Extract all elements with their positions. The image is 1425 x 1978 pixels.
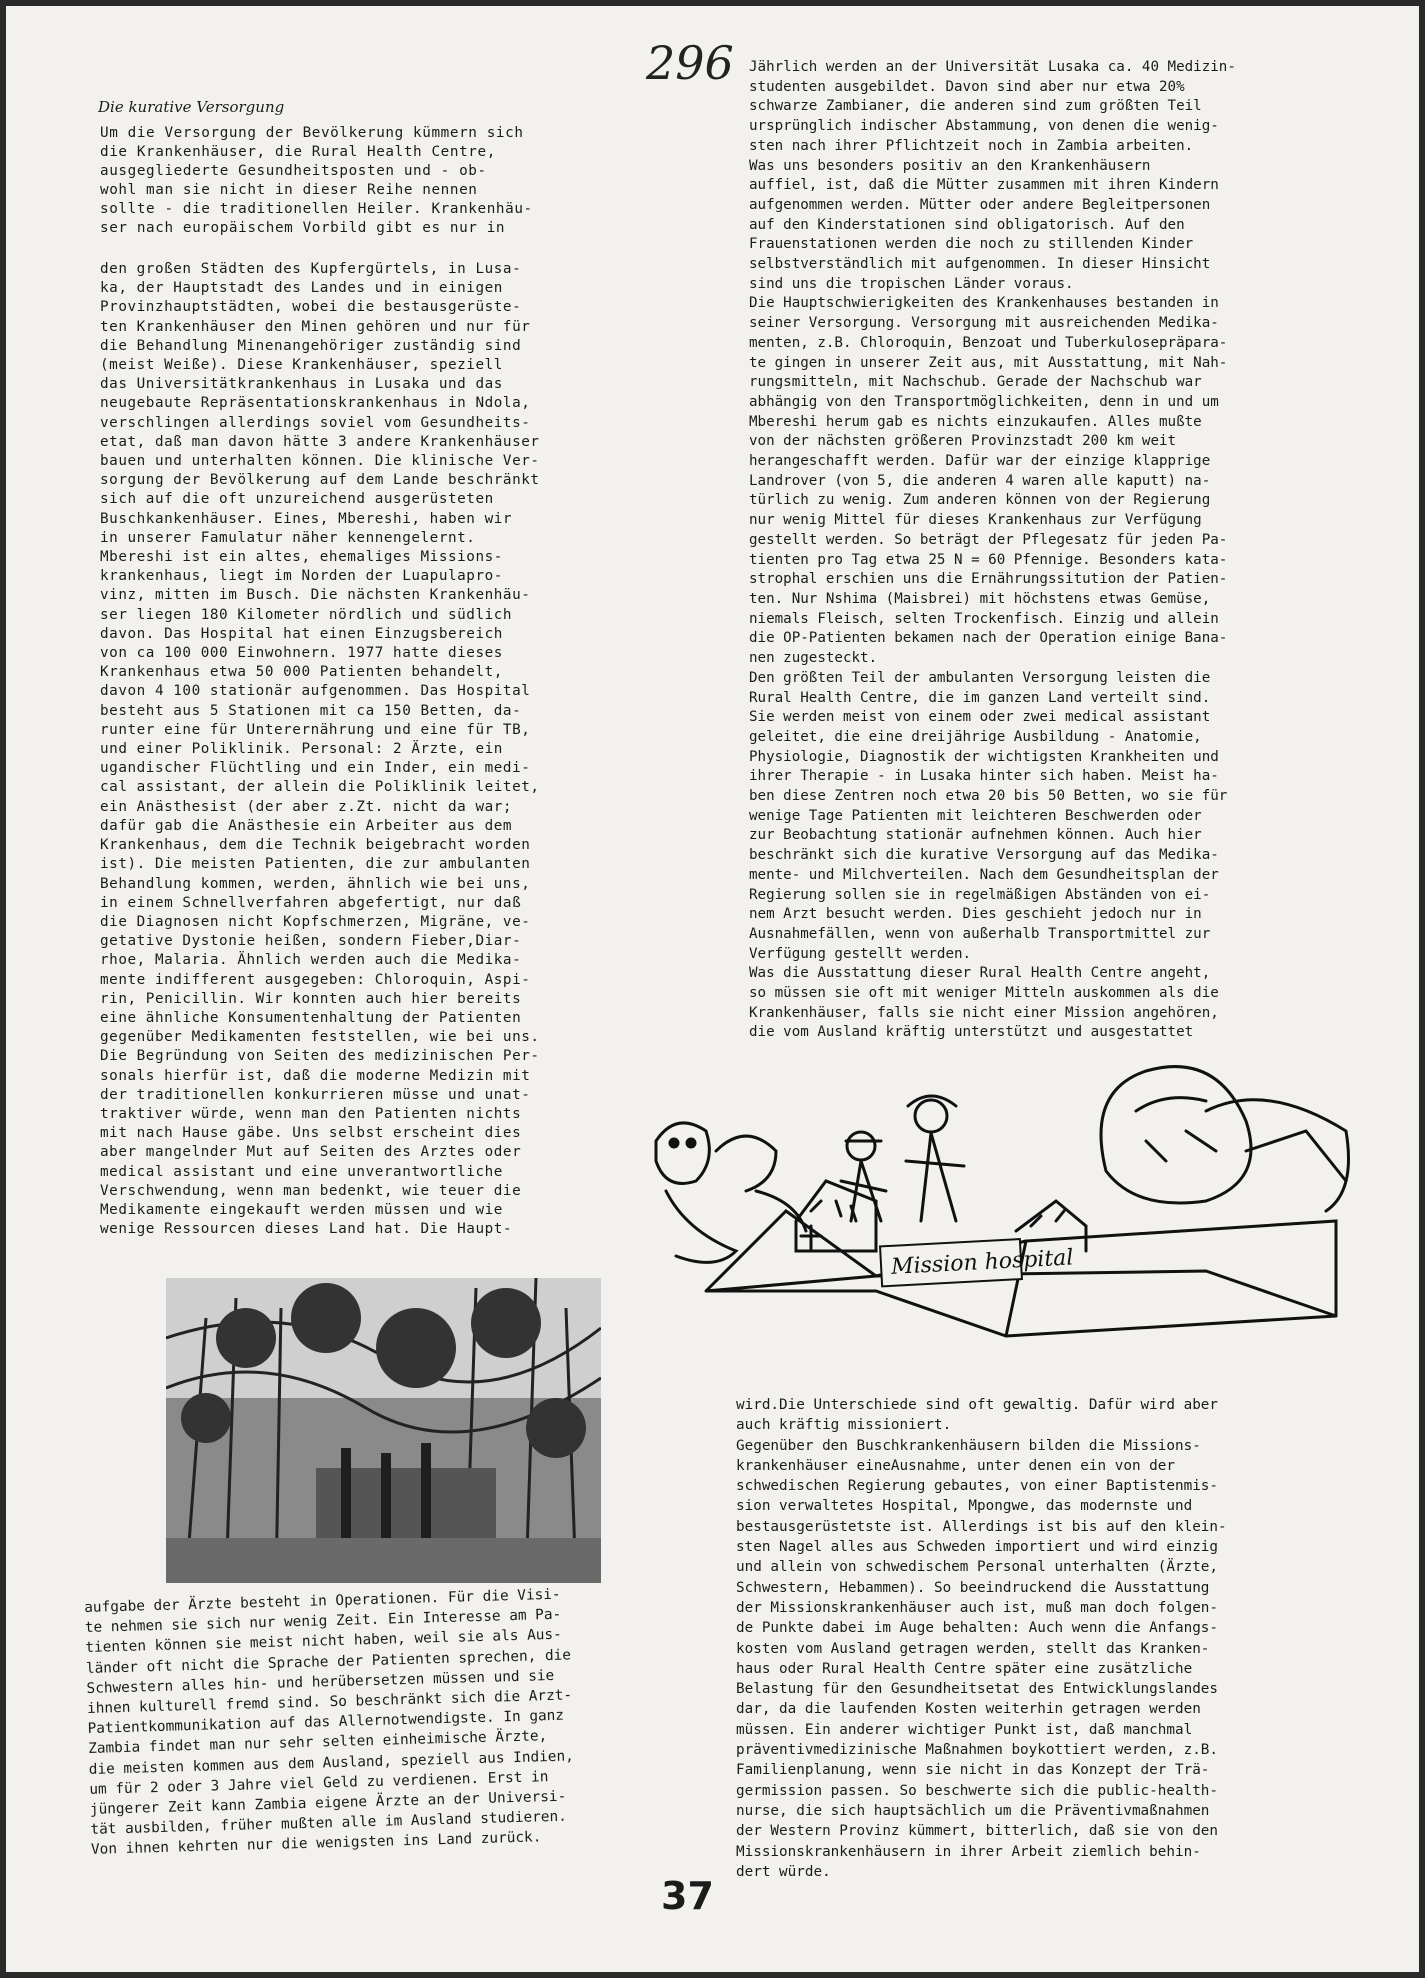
mission-hospital-sign: Mission hospital: [890, 1245, 1074, 1280]
handwritten-page-number: 296: [646, 36, 734, 90]
right-column-paragraph-1: Jährlich werden an der Universität Lusaka ca. 40 Medizin- studenten ausgebildet. Davon sind aber nur etwa 20% schwarze Zambianer, die anderen sind zum größten Teil ursprünglich indischer Abstammung, von denen die wenig- sten nach ihrer Pflichtzeit noch in Zambia arbeiten. Was uns besonders positiv an den Krankenhäusern auffiel, ist, daß die Mütter zusammen mit ihren Kindern aufgenommen werden. Mütter oder andere Begleitpersonen auf den Kinderstationen sind obligatorisch. Auf den Frauenstationen werden die noch zu stillenden Kinder selbstverständlich mit aufgenommen. In dieser Hinsicht sind uns die tropischen Länder voraus. Die Hauptschwierigkeiten des Krankenhauses bestanden in seiner Versorgung. Versorgung mit ausreichenden Medika- menten, z.B. Chloroquin, Benzoat und Tuberkulosepräpara- te gingen in unserer Zeit aus, mit Ausstattung, mit Nah- rungsmitteln, mit Nachschub. Gerade der Nachschub war abhängig von den Transportmöglichkeiten, denn in und um Mbereshi herum gab es nichts einzukaufen. Alles mußte von der nächsten größeren Provinzstadt 200 km weit herangeschafft werden. Dafür war der einzige klapprige Landrover (von 5, die anderen 4 waren alle kaputt) na- türlich zu wenig. Zum anderen können von der Regierung nur wenig Mittel für dieses Krankenhaus zur Verfügung gestellt werden. So beträgt der Pflegesatz für jeden Pa- tienten pro Tag etwa 25 N = 60 Pfennige. Besonders kata- strophal erschien uns die Ernährungssitution der Patien- ten. Nur Nshima (Maisbrei) mit höchstens etwas Gemüse, niemals Fleisch, selten Trockenfisch. Einzig und allein die OP-Patienten bekamen nach der Operation einige Bana- nen zugesteckt. Den größten Teil der ambulanten Versorgung leisten die Rural Health Centre, die im ganzen Land verteilt sind. Sie werden meist von einem oder zwei medical assistant geleitet, die eine dreijährige Ausbildung - Anatomie, Physiologie, Diagnostik der wichtigsten Krankheiten und ihrer Therapie - in Lusaka hinter sich haben. Meist ha- ben diese Zentren noch etwa 20 bis 50 Betten, wo sie für wenige Tage Patienten mit leichteren Beschwerden oder zur Beobachtung stationär aufnehmen können. Auch hier beschränkt sich die kurative Versorgung auf das Medika- mente- und Milchverteilen. Nach dem Gesundheitsplan der Regierung sollen sie in regelmäßigen Abständen von ei- nem Arzt besucht werden. Dies geschieht jedoch nur in Ausnahmefällen, wenn von außerhalb Transportmittel zur Verfügung gestellt werden. Was die Ausstattung dieser Rural Health Centre angeht, so müssen sie oft mit weniger Mitteln auskommen als die Krankenhäuser, falls sie nicht einer Mission angehören, die vom Ausland kräftig unterstützt und ausgestattet: [749, 59, 1236, 1041]
left-column-paragraph-2: den großen Städten des Kupfergürtels, in Lusa- ka, der Hauptstadt des Landes und in einigen Provinzhauptstädten, wobei die bestausgerüste- ten Krankenhäuser den Minen gehören und nur für die Behandlung Minenangehöriger zuständig sind (meist Weiße). Diese Krankenhäuser, speziell das Universitätkrankenhaus in Lusaka und das neugebaute Repräsentationskrankenhaus in Ndola, verschlingen allerdings soviel vom Gesundheits- etat, daß man davon hätte 3 andere Krankenhäuser bauen und unterhalten können. Die klinische Ver- sorgung der Bevölkerung auf dem Lande beschränkt sich auf die oft unzureichend ausgerüsteten Buschkankenhäuser. Eines, Mbereshi, haben wir in unserer Famulatur näher kennengelernt. Mbereshi ist ein altes, ehemaliges Missions- krankenhaus, liegt im Norden der Luapulapro- vinz, mitten im Busch. Die nächsten Krankenhäu- ser liegen 180 Kilometer nördlich und südlich davon. Das Hospital hat einen Einzugsbereich von ca 100 000 Einwohnern. 1977 hatte dieses Krankenhaus etwa 50 000 Patienten behandelt, davon 4 100 stationär aufgenommen. Das Hospital besteht aus 5 Stationen mit ca 150 Betten, da- runter eine für Unterernährung und eine für TB, und einer Poliklinik. Personal: 2 Ärzte, ein ugandischer Flüchtling und ein Inder, ein medi- cal assistant, der allein die Poliklinik leitet, ein Anästhesist (der aber z.Zt. nicht da war; dafür gab die Anästhesie ein Arbeiter aus dem Krankenhaus, dem die Technik beigebracht worden ist). Die meisten Patienten, die zur ambulanten Behandlung kommen, werden, ähnlich wie bei uns, in einem Schnellverfahren abgefertigt, nur daß die Diagnosen nicht Kopfschmerzen, Migräne, ve- getative Dystonie heißen, sondern Fieber,Diar- rhoe, Malaria. Ähnlich werden auch die Medika- mente indifferent ausgegeben: Chloroquin, Aspi- rin, Penicillin. Wir konnten auch hier bereits eine ähnliche Konsumentenhaltung der Patienten gegenüber Medikamenten feststellen, wie bei uns. Die Begründung von Seiten des medizinischen Per- sonals hierfür ist, daß die moderne Medizin mit der traditionellen konkurrieren müsse und unat- traktiver würde, wenn man den Patienten nichts mit nach Hause gäbe. Uns selbst erscheint dies aber mangelnder Mut auf Seiten des Arztes oder medical assistant und eine unverantwortliche Verschwendung, wenn man bedenkt, wie teuer die Medikamente eingekauft werden müssen und wie wenige Ressourcen dieses Land hat. Die Haupt-: [100, 261, 540, 1238]
section-heading: Die kurative Versorgung: [98, 98, 285, 116]
document-page: [6, 6, 1419, 1972]
left-column-paragraph-1: Um die Versorgung der Bevölkerung kümmern sich die Krankenhäuser, die Rural Health Centre, ausgegliederte Gesundheitsposten und - ob- wohl man sie nicht in dieser Reihe nennen sollte - die traditionellen Heiler. Krankenhäu- ser nach europäischem Vorbild gibt es nur in: [100, 125, 533, 236]
page-number: 37: [661, 1874, 714, 1918]
left-column-paragraph-3: aufgabe der Ärzte besteht in Operationen. Für die Visi- te nehmen sie sich nur wenig Zeit. Ein Interesse am Pa- tienten können sie meist nicht haben, weil sie als Aus- länder oft nicht die Sprache der Patienten sprechen, die Schwestern alles hin- und herübersetzen müssen und sie ihnen kulturell fremd sind. So beschränkt sich die Arzt- Patientkommunikation auf das Allernotwendigste. In ganz Zambia findet man nur sehr selten einheimische Ärzte, die meisten kommen aus dem Ausland, speziell aus Indien, um für 2 oder 3 Jahre viel Geld zu verdienen. Erst in jüngerer Zeit kann Zambia eigene Ärzte an der Universi- tät ausbilden, früher mußten alle im Ausland studieren. Von ihnen kehrten nur die wenigsten ins Land zurück.: [84, 1586, 575, 1859]
mission-hospital-cartoon: [646, 1051, 1366, 1376]
right-column-paragraph-2: wird.Die Unterschiede sind oft gewaltig. Dafür wird aber auch kräftig missioniert. Gegenüber den Buschkrankenhäusern bilden die Missions- krankenhäuser eineAusnahme, unter denen ein von der schwedischen Regierung gebautes, von einer Baptistenmis- sion verwaltetes Hospital, Mpongwe, das modernste und bestausgerüstetste ist. Allerdings ist bis auf den klein- sten Nagel alles aus Schweden importiert und wird einzig und allein von schwedischem Personal unterhalten (Ärzte, Schwestern, Hebammen). So beeindruckend die Ausstattung der Missionskrankenhäuser auch ist, muß man doch folgen- de Punkte dabei im Auge behalten: Auch wenn die Anfangs- kosten vom Ausland getragen werden, stellt das Kranken- haus oder Rural Health Centre später eine zusätzliche Belastung für den Gesundheitsetat des Entwicklungslandes dar, da die laufenden Kosten weiterhin getragen werden müssen. Ein anderer wichtiger Punkt ist, daß manchmal präventivmedizinische Maßnahmen boykottiert werden, z.B. Familienplanung, wenn sie nicht in das Konzept der Trä- germission passen. So beschwerte sich die public-health- nurse, die sich hauptsächlich um die Präventivmaßnahmen der Western Provinz kümmert, bitterlich, daß sie von den Missionskrankenhäusern in ihrer Arbeit ziemlich behin- dert würde.: [736, 1397, 1227, 1880]
bush-hospital-photo: [166, 1278, 601, 1583]
